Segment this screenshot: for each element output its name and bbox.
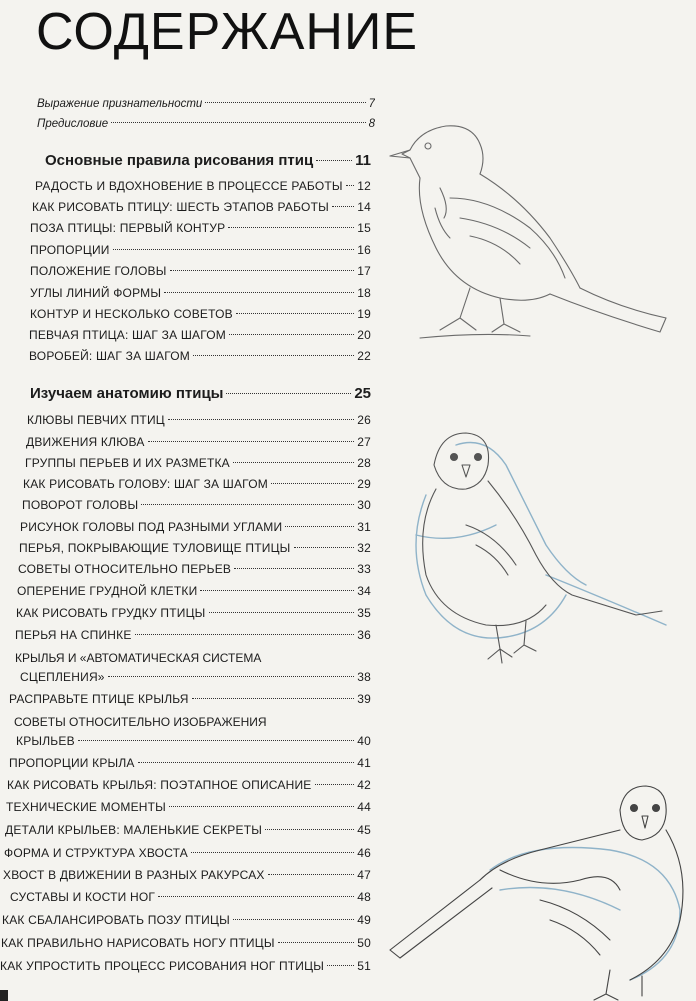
toc-label: ГРУППЫ ПЕРЬЕВ И ИХ РАЗМЕТКА bbox=[25, 456, 230, 470]
bird-turned-head-sketch-illustration bbox=[396, 425, 686, 675]
toc-page: 7 bbox=[368, 98, 375, 110]
toc-entry bbox=[29, 349, 371, 363]
toc-page: 29 bbox=[357, 477, 371, 491]
leader-dots bbox=[113, 249, 355, 250]
toc-page: 49 bbox=[357, 913, 371, 927]
toc-label: ДЕТАЛИ КРЫЛЬЕВ: МАЛЕНЬКИЕ СЕКРЕТЫ bbox=[5, 823, 263, 837]
toc-label: Предисловие bbox=[37, 118, 109, 130]
leader-dots bbox=[192, 698, 355, 699]
toc-label: ДВИЖЕНИЯ КЛЮВА bbox=[26, 435, 145, 449]
toc-label: КРЫЛЬЕВ bbox=[16, 734, 75, 748]
toc-front-item bbox=[37, 118, 375, 130]
toc-entry bbox=[9, 692, 371, 706]
leader-dots bbox=[327, 965, 354, 966]
toc-page: 8 bbox=[368, 118, 375, 130]
leader-dots bbox=[108, 676, 355, 677]
toc-page: 40 bbox=[357, 734, 371, 748]
bird-front-view-sketch-illustration bbox=[380, 780, 696, 1001]
toc-page: 41 bbox=[357, 756, 371, 770]
leader-dots bbox=[229, 334, 354, 335]
toc-page: 25 bbox=[354, 385, 371, 402]
toc-label: ФОРМА И СТРУКТУРА ХВОСТА bbox=[4, 846, 189, 860]
toc-entry bbox=[0, 959, 371, 973]
toc-label: СЦЕПЛЕНИЯ» bbox=[20, 670, 105, 684]
toc-entry bbox=[19, 541, 371, 555]
toc-label: ПЕРЬЯ, ПОКРЫВАЮЩИЕ ТУЛОВИЩЕ ПТИЦЫ bbox=[19, 541, 291, 555]
toc-page: 16 bbox=[357, 243, 371, 257]
toc-page: 39 bbox=[357, 692, 371, 706]
leader-dots bbox=[233, 919, 354, 920]
toc-label: ПРОПОРЦИИ bbox=[30, 243, 110, 257]
toc-page: 12 bbox=[357, 179, 371, 193]
toc-entry bbox=[27, 413, 371, 427]
leader-dots bbox=[233, 462, 354, 463]
toc-entry bbox=[15, 628, 371, 642]
toc-page: 33 bbox=[357, 562, 371, 576]
toc-page: 28 bbox=[357, 456, 371, 470]
toc-label: РАСПРАВЬТЕ ПТИЦЕ КРЫЛЬЯ bbox=[9, 692, 189, 706]
toc-label: КАК РИСОВАТЬ ГРУДКУ ПТИЦЫ bbox=[16, 606, 206, 620]
toc-label: КАК УПРОСТИТЬ ПРОЦЕСС РИСОВАНИЯ НОГ ПТИЦЫ bbox=[0, 959, 325, 973]
toc-page: 32 bbox=[357, 541, 371, 555]
toc-page: 51 bbox=[357, 959, 371, 973]
toc-page: 30 bbox=[357, 498, 371, 512]
toc-entry bbox=[30, 221, 371, 235]
toc-entry bbox=[18, 562, 371, 576]
toc-entry bbox=[20, 670, 371, 684]
leader-dots bbox=[228, 227, 354, 228]
toc-label: КАК СБАЛАНСИРОВАТЬ ПОЗУ ПТИЦЫ bbox=[2, 913, 230, 927]
toc-entry bbox=[5, 823, 371, 837]
leader-dots bbox=[315, 784, 355, 785]
toc-page: 14 bbox=[357, 200, 371, 214]
leader-dots bbox=[200, 590, 354, 591]
toc-label: КАК ПРАВИЛЬНО НАРИСОВАТЬ НОГУ ПТИЦЫ bbox=[1, 936, 275, 950]
toc-front-item bbox=[37, 98, 375, 110]
toc-entry bbox=[25, 456, 371, 470]
toc-page: 15 bbox=[357, 221, 371, 235]
toc-label: ПОЗА ПТИЦЫ: ПЕРВЫЙ КОНТУР bbox=[30, 221, 226, 235]
toc-entry bbox=[23, 477, 371, 491]
leader-dots bbox=[234, 568, 354, 569]
leader-dots bbox=[294, 547, 355, 548]
toc-entry bbox=[35, 179, 371, 193]
leader-dots bbox=[138, 762, 355, 763]
toc-page: 42 bbox=[357, 778, 371, 792]
toc-label: УГЛЫ ЛИНИЙ ФОРМЫ bbox=[30, 286, 162, 300]
toc-label: Изучаем анатомию птицы bbox=[30, 385, 224, 402]
leader-dots bbox=[278, 942, 355, 943]
toc-entry bbox=[29, 328, 371, 342]
toc-page: 22 bbox=[357, 349, 371, 363]
leader-dots bbox=[271, 483, 354, 484]
toc-section-heading bbox=[45, 152, 371, 169]
leader-dots bbox=[285, 526, 354, 527]
toc-entry bbox=[22, 498, 371, 512]
toc-label: ОПЕРЕНИЕ ГРУДНОЙ КЛЕТКИ bbox=[17, 584, 198, 598]
leader-dots bbox=[236, 313, 354, 314]
toc-entry bbox=[3, 868, 371, 882]
toc-page: 35 bbox=[357, 606, 371, 620]
toc-page: 48 bbox=[357, 890, 371, 904]
toc-page: 18 bbox=[357, 286, 371, 300]
toc-label: ПРОПОРЦИИ КРЫЛА bbox=[9, 756, 135, 770]
toc-entry bbox=[1, 936, 371, 950]
toc-label: ХВОСТ В ДВИЖЕНИИ В РАЗНЫХ РАКУРСАХ bbox=[3, 868, 265, 882]
toc-page: 17 bbox=[357, 264, 371, 278]
toc-label-line1: СОВЕТЫ ОТНОСИТЕЛЬНО ИЗОБРАЖЕНИЯ bbox=[14, 715, 267, 729]
page-edge-mark bbox=[0, 990, 8, 1001]
toc-label-line1: КРЫЛЬЯ И «АВТОМАТИЧЕСКАЯ СИСТЕМА bbox=[15, 651, 262, 665]
toc-entry bbox=[16, 734, 371, 748]
toc-page: 34 bbox=[357, 584, 371, 598]
toc-entry bbox=[6, 800, 371, 814]
toc-label: ПОЛОЖЕНИЕ ГОЛОВЫ bbox=[30, 264, 167, 278]
toc-entry bbox=[17, 584, 371, 598]
toc-page: 38 bbox=[357, 670, 371, 684]
toc-page: 31 bbox=[357, 520, 371, 534]
toc-page: 27 bbox=[357, 435, 371, 449]
leader-dots bbox=[78, 740, 354, 741]
leader-dots bbox=[193, 355, 354, 356]
toc-label: ПОВОРОТ ГОЛОВЫ bbox=[22, 498, 139, 512]
leader-dots bbox=[205, 102, 365, 103]
toc-label: Выражение признательности bbox=[37, 98, 203, 110]
toc-page: 45 bbox=[357, 823, 371, 837]
toc-entry bbox=[30, 264, 371, 278]
toc-entry bbox=[2, 913, 371, 927]
toc-page: 11 bbox=[355, 152, 371, 169]
toc-label: РАДОСТЬ И ВДОХНОВЕНИЕ В ПРОЦЕССЕ РАБОТЫ bbox=[35, 179, 343, 193]
toc-entry bbox=[7, 778, 371, 792]
toc-page: 19 bbox=[357, 307, 371, 321]
toc-entry bbox=[26, 435, 371, 449]
toc-label: КЛЮВЫ ПЕВЧИХ ПТИЦ bbox=[27, 413, 165, 427]
leader-dots bbox=[168, 419, 354, 420]
leader-dots bbox=[135, 634, 355, 635]
toc-entry bbox=[4, 846, 371, 860]
toc-entry bbox=[16, 606, 371, 620]
sparrow-sketch-illustration bbox=[380, 118, 680, 368]
leader-dots bbox=[316, 160, 352, 161]
toc-page: 47 bbox=[357, 868, 371, 882]
toc-label: ТЕХНИЧЕСКИЕ МОМЕНТЫ bbox=[6, 800, 166, 814]
page-title: СОДЕРЖАНИЕ bbox=[36, 3, 419, 61]
leader-dots bbox=[226, 393, 351, 394]
toc-label: КАК РИСОВАТЬ ГОЛОВУ: ШАГ ЗА ШАГОМ bbox=[23, 477, 268, 491]
leader-dots bbox=[209, 612, 355, 613]
toc-page: 26 bbox=[357, 413, 371, 427]
toc-label: Основные правила рисования птиц bbox=[45, 152, 314, 169]
toc-page: 36 bbox=[357, 628, 371, 642]
toc-entry bbox=[30, 243, 371, 257]
leader-dots bbox=[268, 874, 355, 875]
toc-label: СУСТАВЫ И КОСТИ НОГ bbox=[10, 890, 156, 904]
toc-label: СОВЕТЫ ОТНОСИТЕЛЬНО ПЕРЬЕВ bbox=[18, 562, 232, 576]
toc-entry bbox=[30, 286, 371, 300]
toc-label: ПЕВЧАЯ ПТИЦА: ШАГ ЗА ШАГОМ bbox=[29, 328, 227, 342]
toc-entry bbox=[9, 756, 371, 770]
toc-page: 46 bbox=[357, 846, 371, 860]
toc-section-heading bbox=[30, 385, 371, 402]
toc-page: 44 bbox=[357, 800, 371, 814]
toc-label: ВОРОБЕЙ: ШАГ ЗА ШАГОМ bbox=[29, 349, 190, 363]
leader-dots bbox=[141, 504, 354, 505]
leader-dots bbox=[265, 829, 354, 830]
toc-entry bbox=[10, 890, 371, 904]
leader-dots bbox=[332, 206, 354, 207]
toc-page: 20 bbox=[357, 328, 371, 342]
toc-label: КАК РИСОВАТЬ КРЫЛЬЯ: ПОЭТАПНОЕ ОПИСАНИЕ bbox=[7, 778, 312, 792]
leader-dots bbox=[164, 292, 354, 293]
toc-label: КАК РИСОВАТЬ ПТИЦУ: ШЕСТЬ ЭТАПОВ РАБОТЫ bbox=[32, 200, 329, 214]
leader-dots bbox=[191, 852, 354, 853]
toc-label: ПЕРЬЯ НА СПИНКЕ bbox=[15, 628, 132, 642]
toc-label: РИСУНОК ГОЛОВЫ ПОД РАЗНЫМИ УГЛАМИ bbox=[20, 520, 283, 534]
leader-dots bbox=[148, 441, 355, 442]
leader-dots bbox=[170, 270, 355, 271]
leader-dots bbox=[111, 122, 365, 123]
leader-dots bbox=[158, 896, 354, 897]
toc-entry bbox=[30, 307, 371, 321]
toc-page: 50 bbox=[357, 936, 371, 950]
toc-entry bbox=[32, 200, 371, 214]
toc-entry bbox=[20, 520, 371, 534]
toc-label: КОНТУР И НЕСКОЛЬКО СОВЕТОВ bbox=[30, 307, 233, 321]
leader-dots bbox=[346, 185, 354, 186]
leader-dots bbox=[169, 806, 354, 807]
